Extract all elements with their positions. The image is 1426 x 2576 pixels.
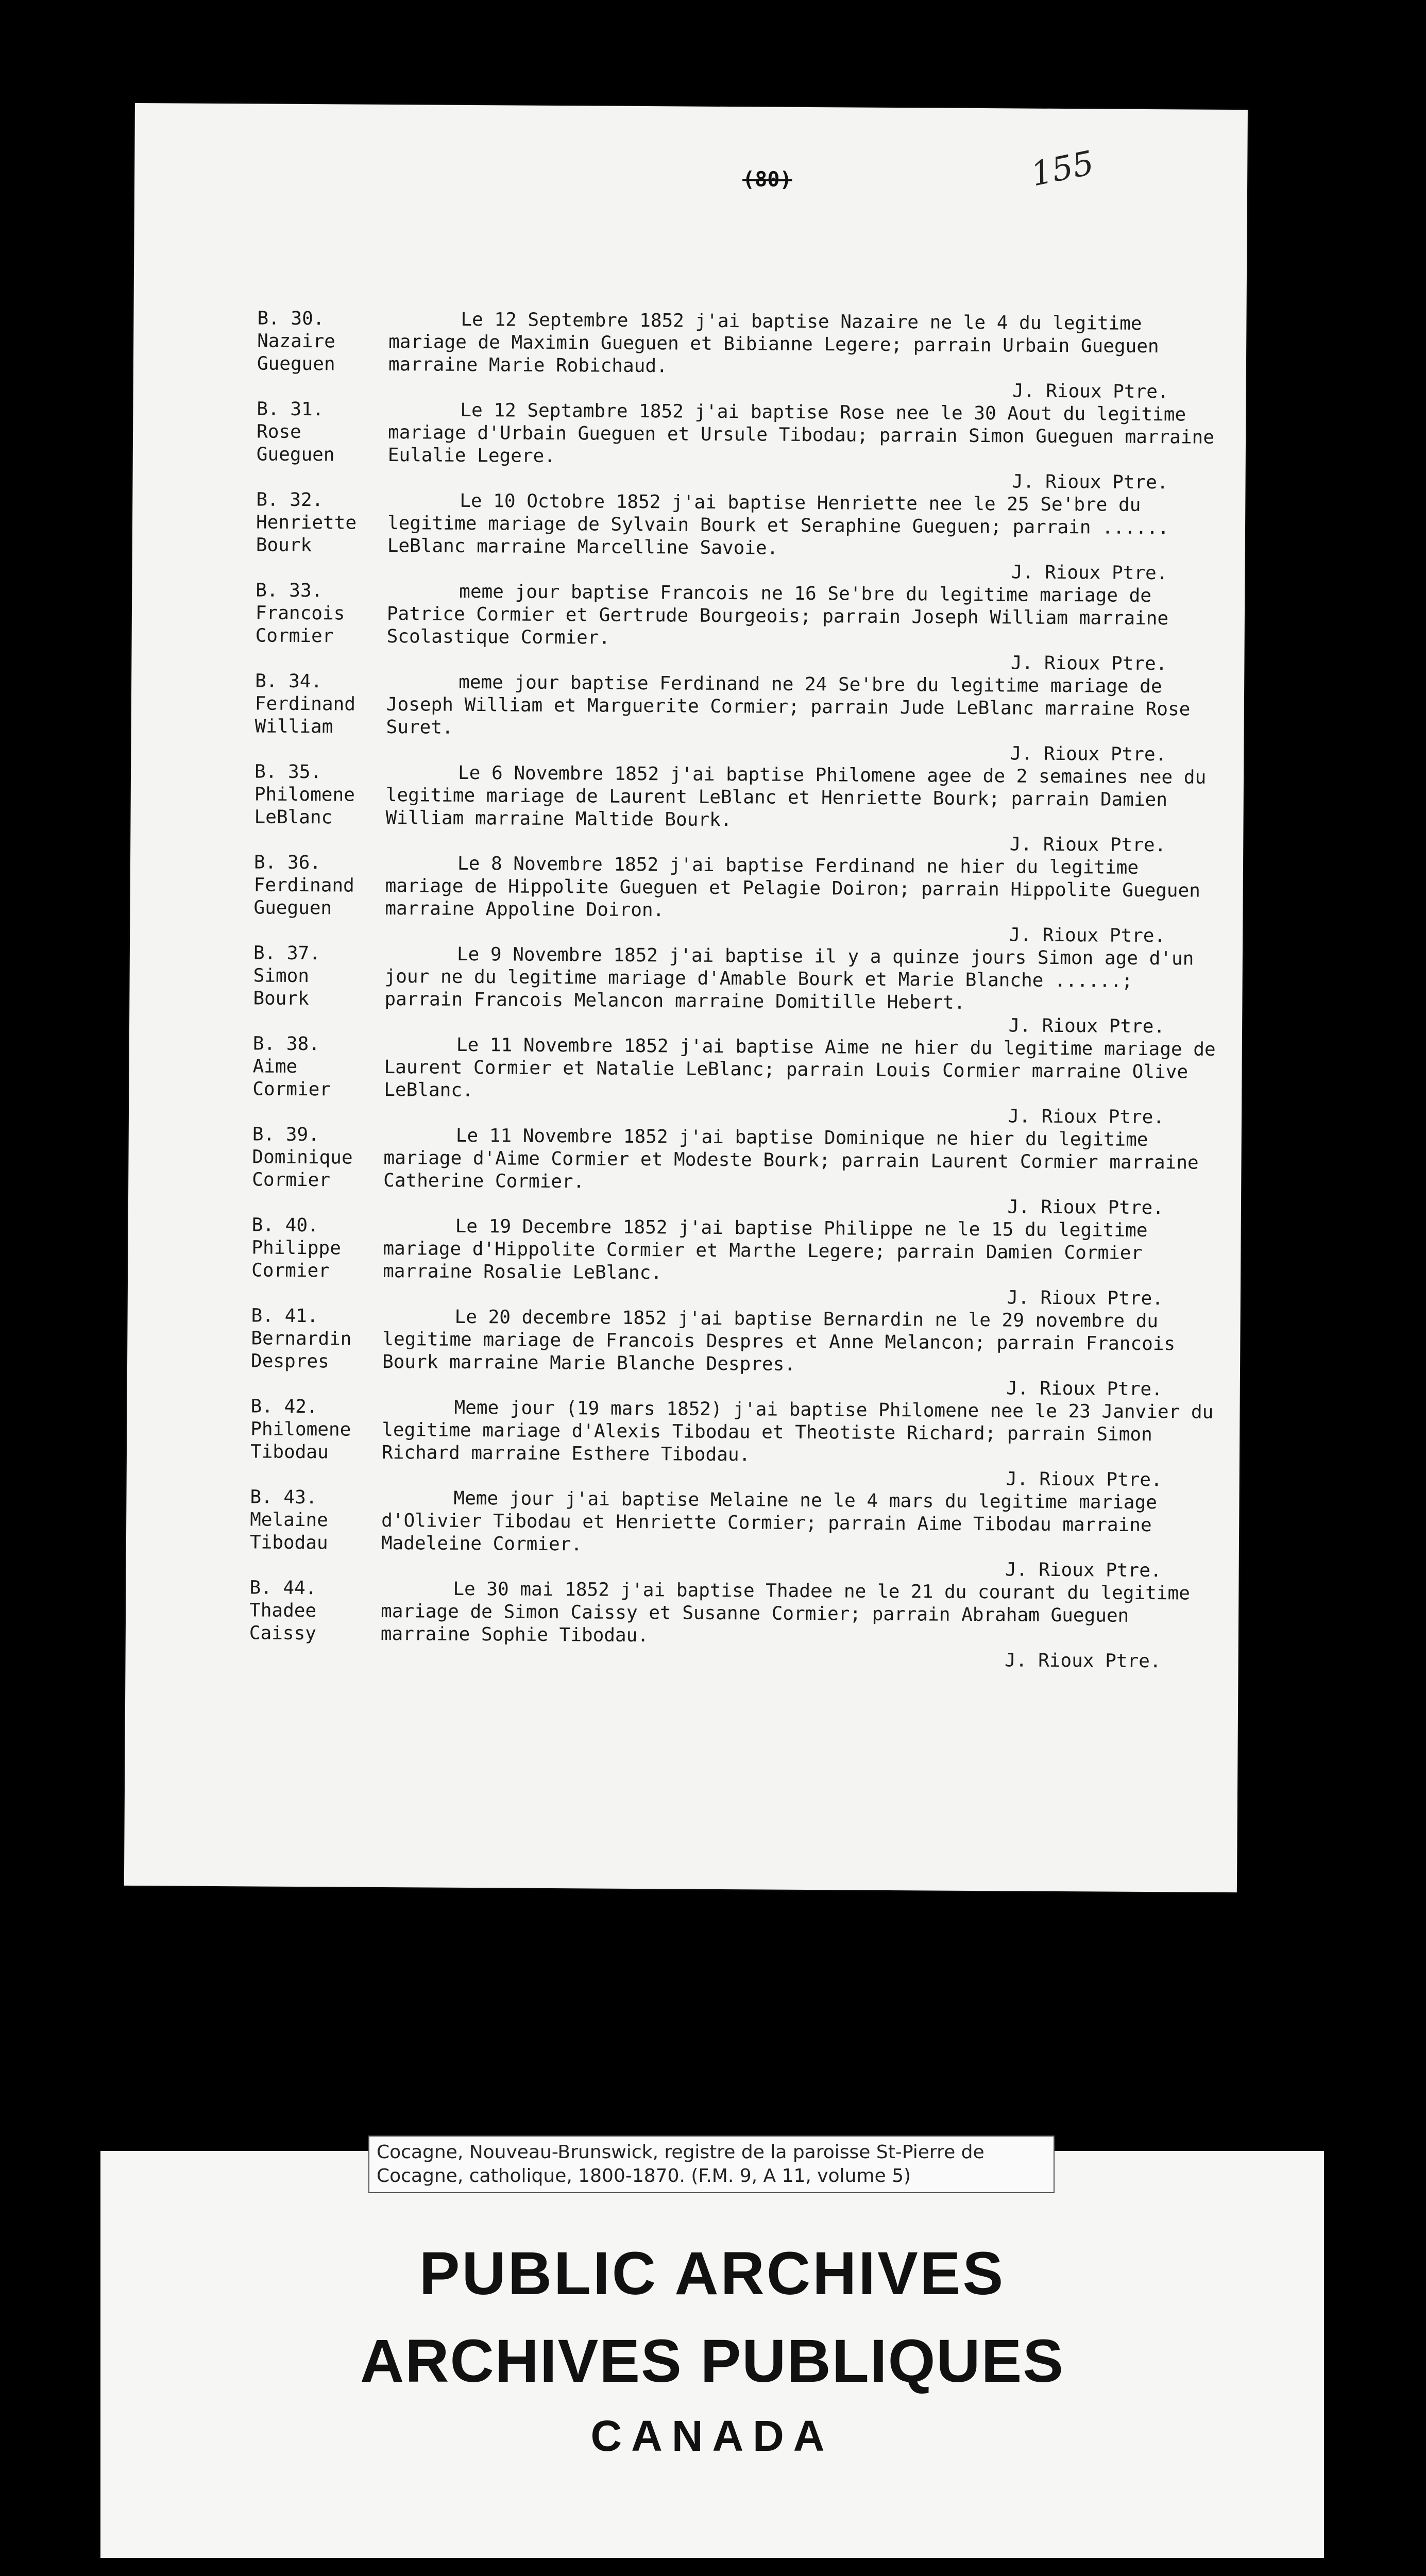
entry-child-name: Aime Cormier — [252, 1056, 331, 1100]
baptism-entry — [257, 307, 1226, 403]
entry-body — [386, 671, 1224, 767]
priest-signature: J. Rioux Ptre. — [1010, 743, 1167, 766]
entry-text: Le 11 Novembre 1852 j'ai baptise Aime ne hier du legitime mariage de Laurent Cormier et Natalie LeBlanc; parrain Louis Cormier marraine Olive LeBlanc. — [384, 1034, 1216, 1101]
entry-margin-note — [256, 398, 388, 489]
baptism-entry — [254, 670, 1224, 766]
archives-label-card — [100, 2142, 1324, 2558]
entry-text: Le 11 Novembre 1852 j'ai baptise Dominique ne hier du legitime mariage d'Aime Cormier et Modeste Bourk; parrain Laurent Cormier marraine Catherine Cormier. — [383, 1125, 1199, 1193]
entry-child-name: Henriette Bourk — [256, 512, 357, 556]
entry-child-name: Thadee Caissy — [249, 1600, 317, 1645]
entry-child-name: Nazaire Gueguen — [257, 330, 336, 375]
entry-number: B. 37. — [253, 942, 321, 964]
entry-child-name: Simon Bourk — [253, 965, 310, 1010]
entry-body — [388, 308, 1226, 404]
baptism-entry — [254, 760, 1223, 857]
entry-margin-note — [253, 851, 385, 943]
entry-margin-note — [250, 1395, 382, 1487]
entry-margin-note — [249, 1577, 381, 1668]
entry-number: B. 35. — [254, 761, 322, 783]
entry-text: Meme jour j'ai baptise Melaine ne le 4 mars du legitime mariage d'Olivier Tibodau et Henriette Cormier; parrain Aime Tibodau marraine Madeleine Cormier. — [381, 1487, 1158, 1555]
entry-margin-note — [255, 579, 387, 671]
entry-text: Meme jour (19 mars 1852) j'ai baptise Philomene nee le 23 Janvier du legitime mariage d'Alexis Tibodau et Theotiste Richard; parrain Simon Richard marraine Esthere Tibodau. — [381, 1397, 1214, 1466]
priest-signature: J. Rioux Ptre. — [1005, 1650, 1161, 1672]
baptism-entry — [252, 1032, 1221, 1129]
entry-body — [384, 943, 1222, 1039]
entry-body — [384, 1033, 1221, 1129]
priest-signature: J. Rioux Ptre. — [1011, 471, 1168, 494]
entry-number: B. 41. — [251, 1305, 318, 1327]
baptism-entry — [256, 488, 1225, 585]
entry-number: B. 44. — [249, 1577, 317, 1599]
entry-child-name: Ferdinand William — [254, 693, 356, 738]
entry-text: Le 9 Novembre 1852 j'ai baptise il y a quinze jours Simon age d'un jour ne du legitime mariage d'Amable Bourk et Marie Blanche ......; parrain Francois Melancon marraine Domitille Hebert. — [384, 943, 1194, 1013]
entry-body — [383, 1215, 1220, 1311]
entry-text: Le 12 Septembre 1852 j'ai baptise Nazaire ne le 4 du legitime mariage de Maximin Gueguen et Bibianne Legere; parrain Urbain Gueguen marraine Marie Robichaud. — [388, 309, 1159, 377]
page-number: (80) — [742, 167, 792, 192]
source-citation-slip: Cocagne, Nouveau-Brunswick, registre de la paroisse St-Pierre de Cocagne, catholique, 1800-1870. (F.M. 9, A 11, volume 5) — [368, 2136, 1055, 2193]
entry-number: B. 32. — [256, 489, 324, 511]
baptism-entry — [251, 1304, 1220, 1401]
entry-number: B. 31. — [257, 398, 324, 420]
entry-body — [387, 489, 1225, 585]
entry-child-name: Rose Gueguen — [256, 421, 335, 466]
entry-child-name: Philomene Tibodau — [250, 1418, 351, 1463]
entry-child-name: Philippe Cormier — [251, 1237, 341, 1282]
entry-child-name: Ferdinand Gueguen — [253, 874, 354, 919]
entry-number: B. 30. — [257, 308, 325, 330]
entry-child-name: Dominique Cormier — [252, 1146, 353, 1191]
entry-body — [381, 1487, 1219, 1583]
baptism-entry — [250, 1486, 1219, 1582]
entry-margin-note — [250, 1486, 382, 1578]
handwritten-folio-number: 155 — [1028, 144, 1097, 194]
entry-number: B. 42. — [250, 1396, 318, 1418]
priest-signature: J. Rioux Ptre. — [1012, 380, 1169, 403]
entry-margin-note — [253, 942, 385, 1033]
entry-text: meme jour baptise Ferdinand ne 24 Se'bre du legitime mariage de Joseph William et Marguerite Cormier; parrain Jude LeBlanc marraine Rose Suret. — [386, 671, 1191, 738]
entry-text: Le 20 decembre 1852 j'ai baptise Bernardin ne le 29 novembre du legitime mariage de Francois Despres et Anne Melancon; parrain Francois Bourk marraine Marie Blanche Despres. — [382, 1306, 1176, 1375]
entry-body — [382, 1396, 1219, 1492]
priest-signature: J. Rioux Ptre. — [1011, 562, 1168, 584]
entry-number: B. 38. — [252, 1033, 320, 1055]
baptism-entries — [249, 307, 1226, 1673]
archives-publiques-heading: ARCHIVES PUBLIQUES — [360, 2327, 1064, 2395]
entry-body — [382, 1306, 1220, 1401]
baptism-entry — [250, 1395, 1219, 1492]
entry-child-name: Philomene LeBlanc — [254, 784, 355, 828]
entry-margin-note — [251, 1304, 383, 1396]
entry-child-name: Bernardin Despres — [250, 1328, 352, 1372]
entry-margin-note — [252, 1123, 384, 1215]
entry-body — [383, 1124, 1221, 1220]
entry-text: Le 30 mai 1852 j'ai baptise Thadee ne le 21 du courant du legitime mariage de Simon Caissy et Susanne Cormier; parrain Abraham Gueguen marraine Sophie Tibodau. — [380, 1578, 1190, 1647]
entry-child-name: Francois Cormier — [255, 602, 345, 647]
entry-number: B. 43. — [250, 1486, 317, 1509]
entry-margin-note — [256, 488, 387, 580]
entry-number: B. 36. — [253, 852, 321, 874]
priest-signature: J. Rioux Ptre. — [1005, 1559, 1162, 1582]
entry-margin-note — [257, 307, 389, 399]
baptism-entry — [253, 851, 1223, 947]
entry-child-name: Melaine Tibodau — [249, 1509, 329, 1554]
country-heading: CANADA — [590, 2412, 834, 2460]
entry-text: Le 19 Decembre 1852 j'ai baptise Philippe ne le 15 du legitime mariage d'Hippolite Cormier et Marthe Legere; parrain Damien Cormier marraine Rosalie LeBlanc. — [383, 1215, 1148, 1284]
baptism-entry — [256, 398, 1225, 494]
entry-body — [385, 761, 1223, 857]
baptism-entry — [249, 1577, 1218, 1673]
entry-number: B. 39. — [252, 1124, 319, 1146]
public-archives-heading: PUBLIC ARCHIVES — [419, 2240, 1006, 2308]
priest-signature: J. Rioux Ptre. — [1009, 834, 1166, 856]
entry-body — [380, 1578, 1218, 1673]
entry-margin-note — [251, 1214, 383, 1306]
entry-number: B. 34. — [255, 670, 322, 692]
entry-margin-note — [252, 1032, 384, 1124]
baptism-entry — [252, 1123, 1221, 1219]
entry-number: B. 33. — [256, 580, 323, 602]
entry-text: Le 10 Octobre 1852 j'ai baptise Henriette nee le 25 Se'bre du legitime mariage de Sylvain Bourk et Seraphine Gueguen; parrain ...... LeBlanc marraine Marcelline Savoie. — [387, 490, 1169, 559]
entry-body — [386, 580, 1224, 676]
baptism-entry — [255, 579, 1224, 675]
priest-signature: J. Rioux Ptre. — [1007, 1196, 1164, 1219]
entry-text: meme jour baptise Francois ne 16 Se'bre du legitime mariage de Patrice Cormier et Gertrude Bourgeois; parrain Joseph William marraine Scolastique Cormier. — [386, 581, 1169, 649]
register-page — [124, 103, 1248, 1892]
priest-signature: J. Rioux Ptre. — [1009, 924, 1166, 947]
priest-signature: J. Rioux Ptre. — [1007, 1287, 1163, 1310]
priest-signature: J. Rioux Ptre. — [1006, 1468, 1162, 1491]
entry-margin-note — [254, 670, 386, 761]
entry-margin-note — [254, 760, 386, 852]
baptism-entry — [251, 1214, 1220, 1310]
priest-signature: J. Rioux Ptre. — [1008, 1015, 1165, 1038]
entry-number: B. 40. — [251, 1214, 319, 1236]
entry-body — [385, 852, 1223, 948]
baptism-entry — [253, 942, 1222, 1038]
entry-text: Le 6 Novembre 1852 j'ai baptise Philomene agee de 2 semaines nee du legitime mariage de Laurent LeBlanc et Henriette Bourk; parrain Damien William marraine Maltide Bourk. — [385, 762, 1207, 831]
priest-signature: J. Rioux Ptre. — [1006, 1378, 1163, 1400]
entry-text: Le 12 Septambre 1852 j'ai baptise Rose nee le 30 Aout du legitime mariage d'Urbain Gueguen et Ursule Tibodau; parrain Simon Gueguen marraine Eulalie Legere. — [387, 399, 1215, 467]
entry-text: Le 8 Novembre 1852 j'ai baptise Ferdinand ne hier du legitime mariage de Hippolite Gueguen et Pelagie Doiron; parrain Hippolite Gueguen marraine Appoline Doiron. — [385, 853, 1201, 921]
priest-signature: J. Rioux Ptre. — [1010, 652, 1167, 675]
entry-body — [387, 399, 1225, 495]
priest-signature: J. Rioux Ptre. — [1008, 1106, 1165, 1128]
